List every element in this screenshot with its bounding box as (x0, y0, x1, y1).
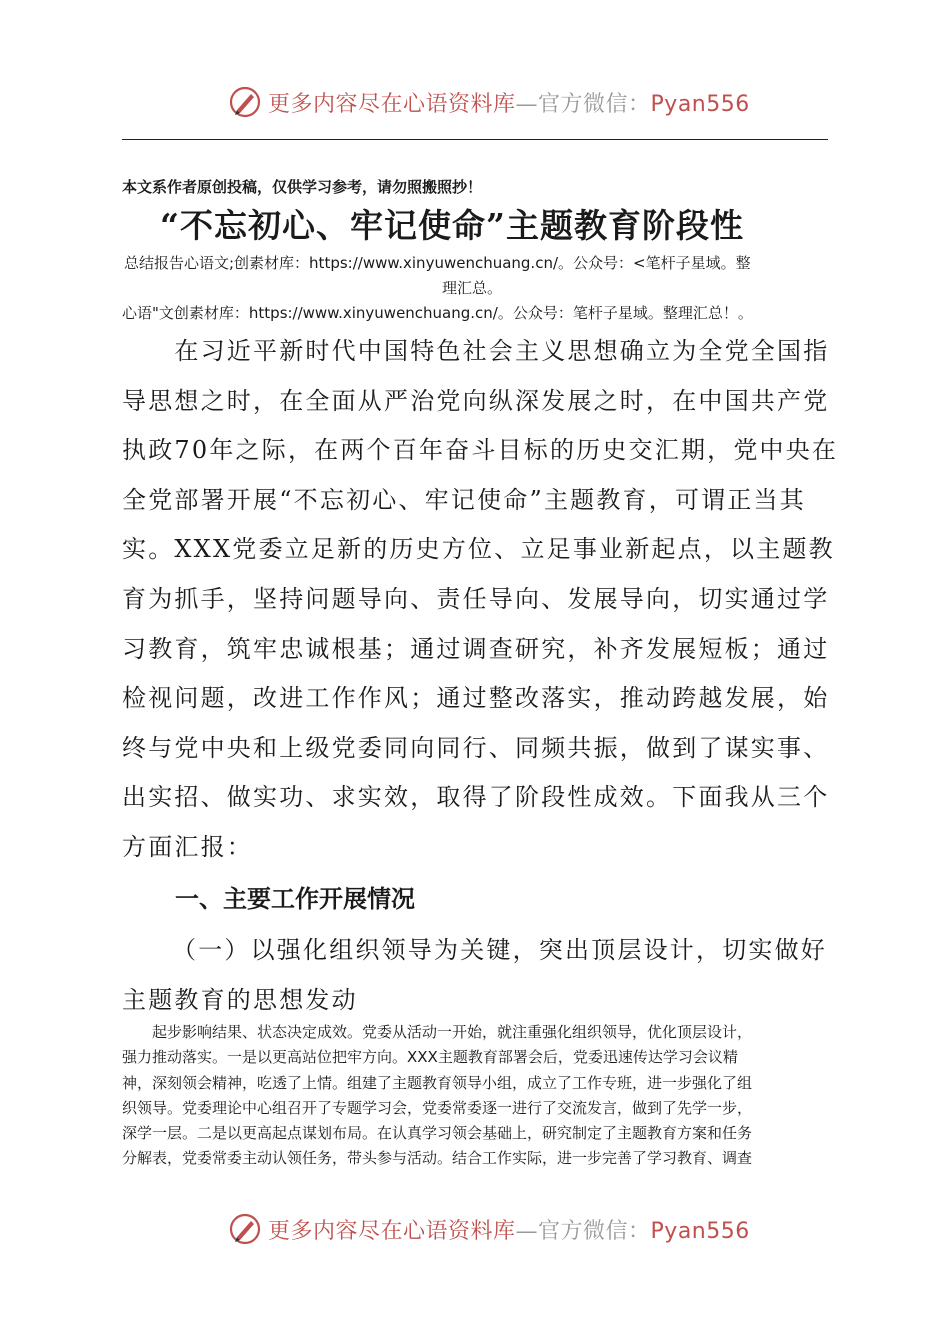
intro-paragraph (122, 327, 839, 873)
footer-banner (0, 1206, 950, 1256)
copyright-notice: 本文系作者原创投稿，仅供学习参考，请勿照搬照抄！ (122, 178, 483, 196)
source-line-1: 总结报告心语文;创素材库：https://www.xinyuwenchuang.cn/。公众号：<笔杆子星域。整 (124, 254, 751, 272)
paragraph-line: 方面汇报： (122, 832, 253, 861)
paragraph-line: 全党部署开展“不忘初心、牢记使命”主题教育，可谓正当其 (122, 485, 806, 514)
body-paragraph (122, 1020, 834, 1172)
paragraph-line: 实。XXX党委立足新的历史方位、立足事业新起点，以主题教 (122, 535, 835, 564)
paragraph-line: 深学一层。二是以更高起点谋划布局。在认真学习领会基础上，研究制定了主题教育方案和任务 (122, 1124, 753, 1143)
banner-text: 更多内容尽在心语资料库—官方微信：Pyan556 (268, 92, 750, 117)
paragraph-line: 起步影响结果、状态决定成效。党委从活动一开始，就注重强化组织领导，优化顶层设计， (122, 1023, 753, 1041)
paragraph-line: 终与党中央和上级党委同向同行、同频共振，做到了谋实事、 (122, 733, 830, 762)
paragraph-line: 分解表，党委常委主动认领任务，带头参与活动。结合工作实际，进一步完善了学习教育、调查 (122, 1149, 753, 1168)
paragraph-line: 织领导。党委理论中心组召开了专题学习会，党委常委逐一进行了交流发言，做到了先学一步， (122, 1098, 753, 1117)
banner-text: 更多内容尽在心语资料库—官方微信：Pyan556 (268, 1219, 750, 1244)
source-line-2: 理汇总。 (442, 279, 503, 297)
paragraph-line: 导思想之时，在全面从严治党向纵深发展之时，在中国共产党 (122, 386, 830, 415)
paragraph-line: 神，深刻领会精神，吃透了上情。组建了主题教育领导小组，成立了工作专班，进一步强化了组 (122, 1073, 753, 1092)
pen-logo-icon (228, 1212, 262, 1246)
document-title: “不忘初心、牢记使命”主题教育阶段性 (160, 206, 744, 245)
paragraph-line: 强力推动落实。一是以更高站位把牢方向。XXX主题教育部署会后，党委迅速传达学习会议精 (122, 1048, 738, 1067)
section-heading: 一、主要工作开展情况 (175, 885, 415, 913)
paragraph-line: 执政70年之际，在两个百年奋斗目标的历史交汇期，党中央在 (122, 436, 839, 465)
subsection-heading-line-2: 主题教育的思想发动 (122, 986, 358, 1014)
paragraph-line: 育为抓手，坚持问题导向、责任导向、发展导向，切实通过学 (122, 584, 830, 613)
pen-logo-icon (228, 85, 262, 119)
subsection-heading-line-1: （一）以强化组织领导为关键，突出顶层设计，切实做好 (172, 936, 827, 964)
paragraph-line: 出实招、做实功、求实效，取得了阶段性成效。下面我从三个 (122, 783, 830, 812)
source-line-3: 心语"文创素材库：https://www.xinyuwenchuang.cn/。公众号：笔杆子星域。整理汇总！。 (122, 304, 753, 322)
header-rule (122, 139, 828, 140)
paragraph-line: 习教育，筑牢忠诚根基；通过调查研究，补齐发展短板；通过 (122, 634, 830, 663)
paragraph-line: 检视问题，改进工作作风；通过整改落实，推动跨越发展，始 (122, 684, 830, 713)
header-banner (0, 79, 950, 129)
paragraph-line: 在习近平新时代中国特色社会主义思想确立为全党全国指 (122, 337, 830, 365)
